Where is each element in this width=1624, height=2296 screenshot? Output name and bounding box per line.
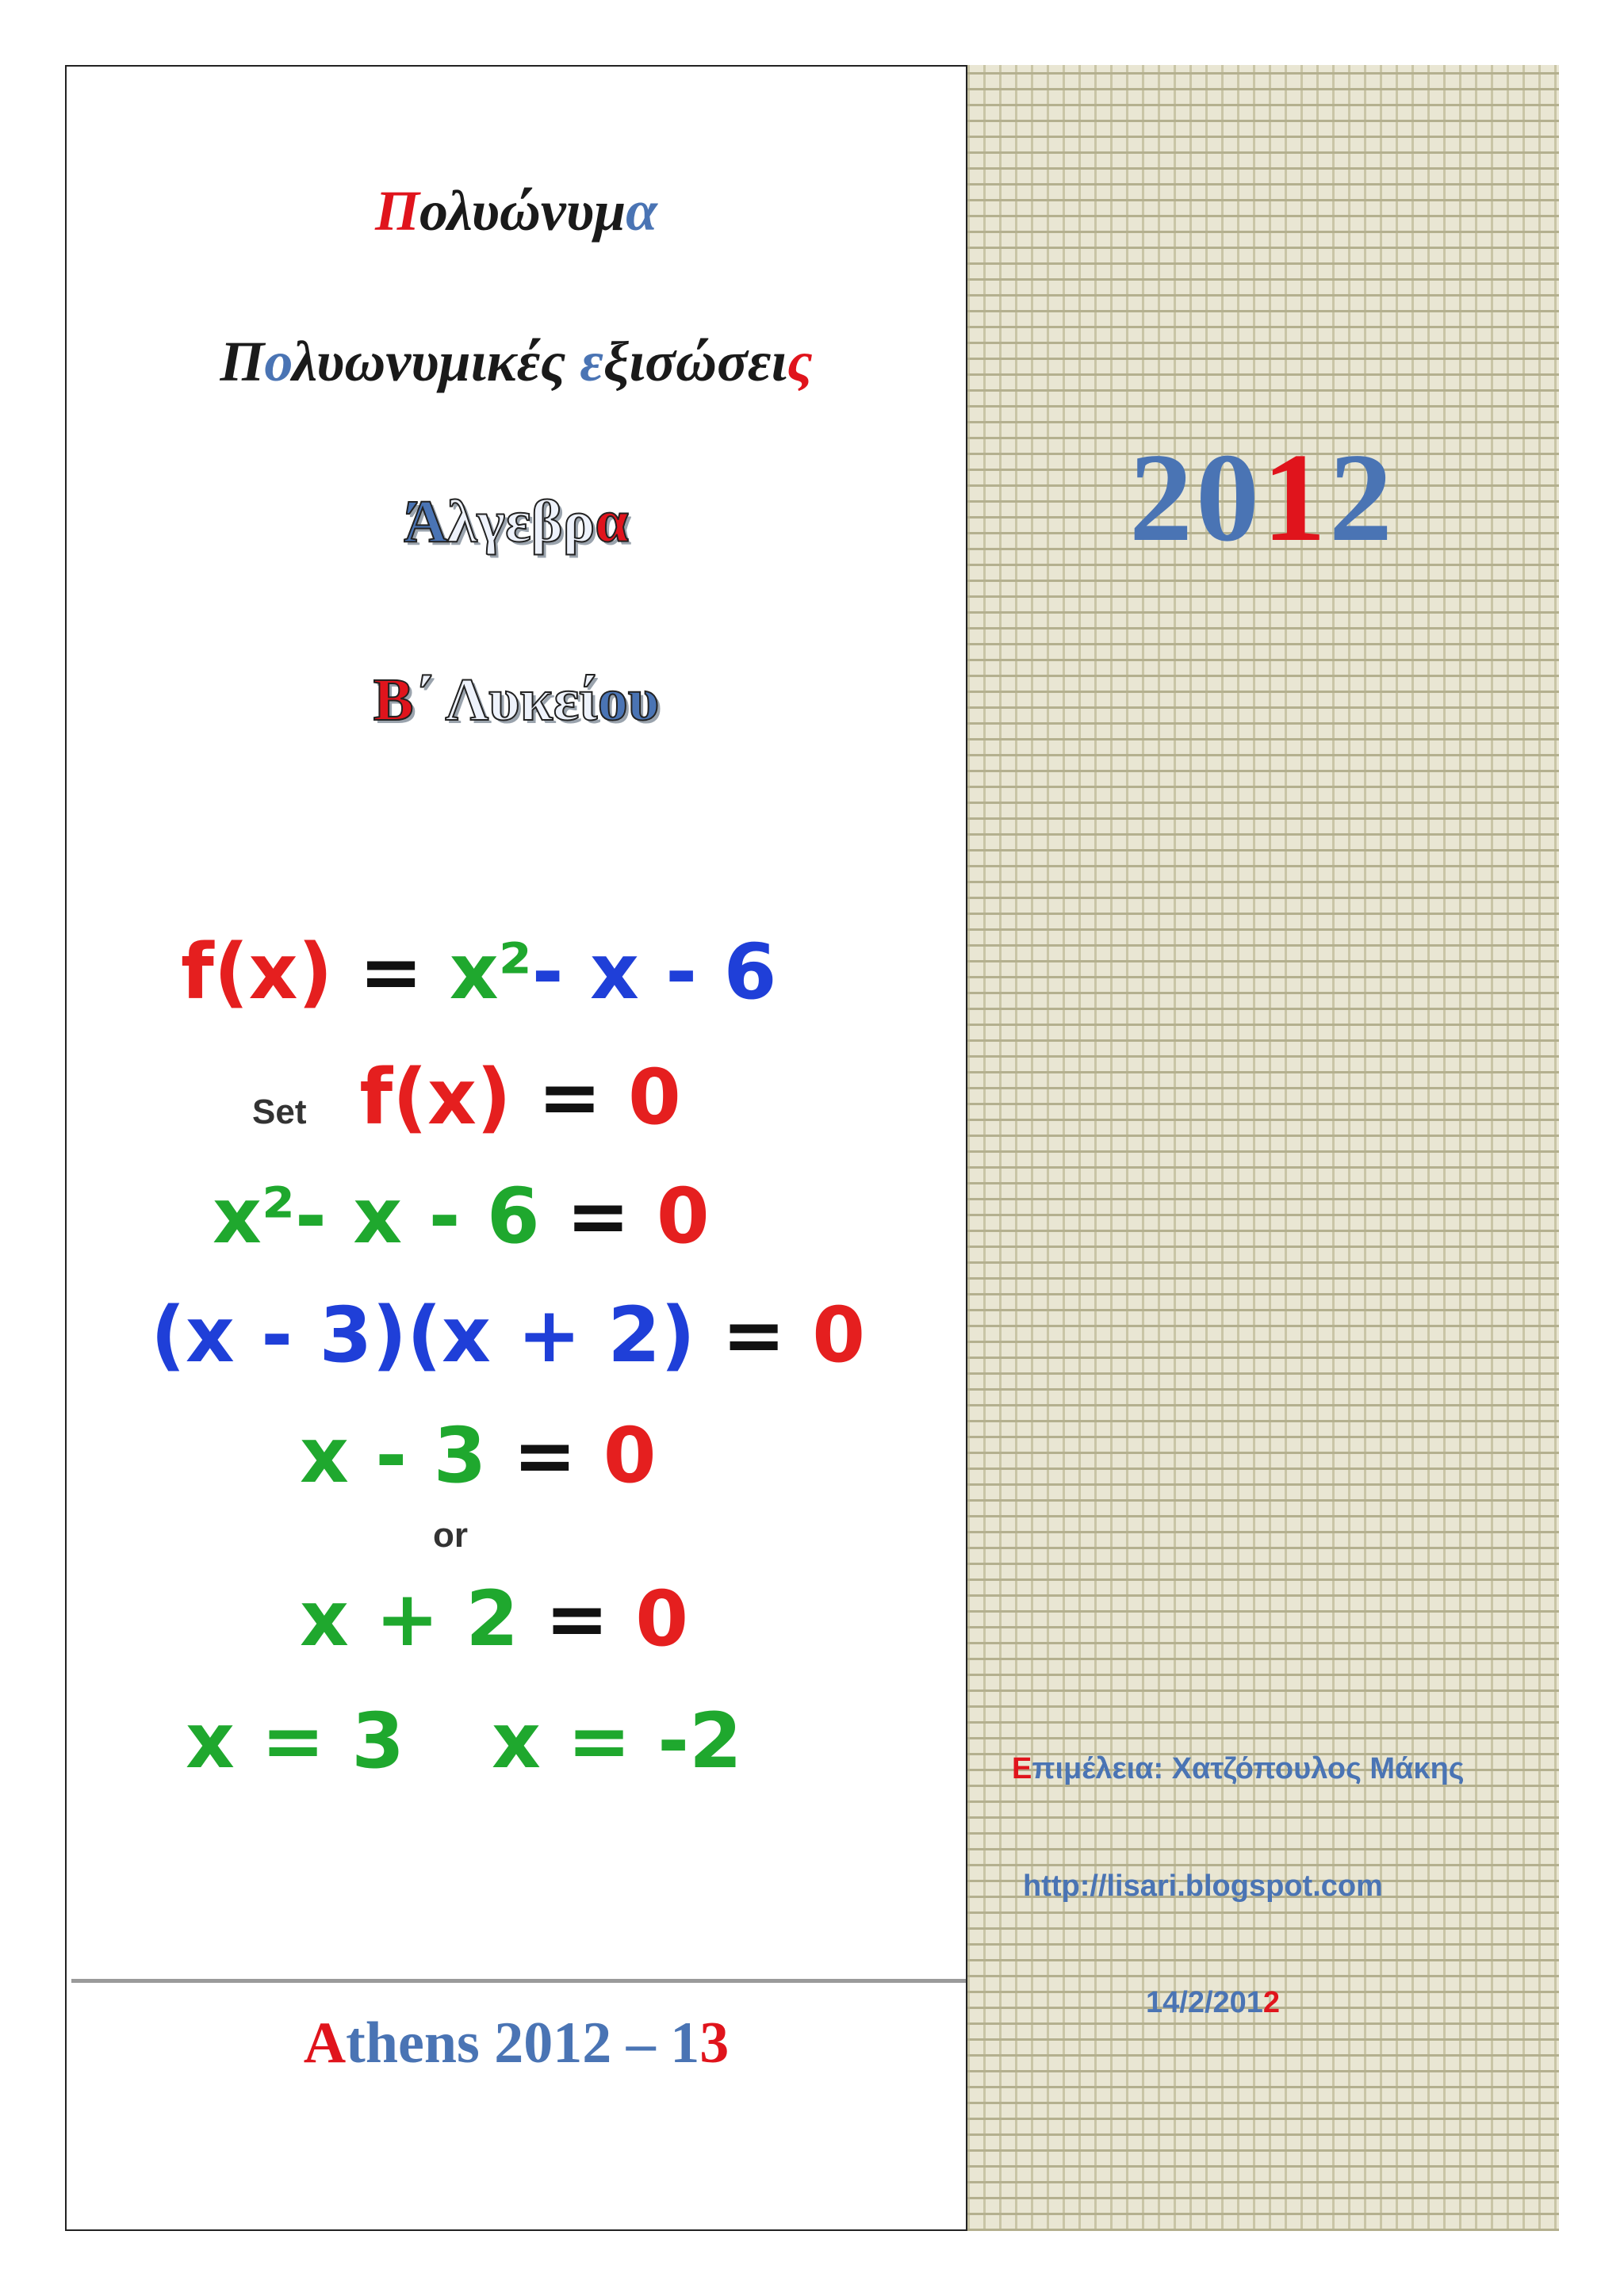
math-root-1: x = 3 [186, 1697, 404, 1785]
math-line-5: x - 3 = 0 [300, 1411, 657, 1500]
math-or: or [433, 1516, 468, 1555]
year-2012: 2012 [1129, 427, 1396, 568]
brick-pattern-panel [966, 65, 1559, 2231]
footer-athens: Athens 2012 – 13 [303, 2011, 730, 2076]
editor-credit: Επιμέλεια: Χατζόπουλος Μάκης [1012, 1752, 1465, 1785]
separator-line [71, 1979, 966, 1983]
grade-b-lyceum: Β΄ Λυκείου [373, 667, 660, 733]
title-polynomial-equations: Πολυωνυμικές εξισώσεις [220, 330, 813, 393]
math-line-3: x²- x - 6 = 0 [213, 1172, 710, 1261]
math-line-6: x + 2 = 0 [300, 1575, 689, 1663]
math-line-1: f(x) = x²- x - 6 [181, 928, 777, 1016]
math-root-2: x = -2 [492, 1697, 742, 1785]
math-line-4: (x - 3)(x + 2) = 0 [151, 1291, 865, 1380]
subject-algebra: Άλγεβρα [404, 488, 629, 555]
blog-url[interactable]: http://lisari.blogspot.com [1023, 1869, 1383, 1903]
title-polynomials: Πολυώνυμα [374, 179, 657, 243]
publish-date: 14/2/2012 [1146, 1986, 1281, 2019]
math-line-2: Set f(x) = 0 [252, 1053, 681, 1142]
